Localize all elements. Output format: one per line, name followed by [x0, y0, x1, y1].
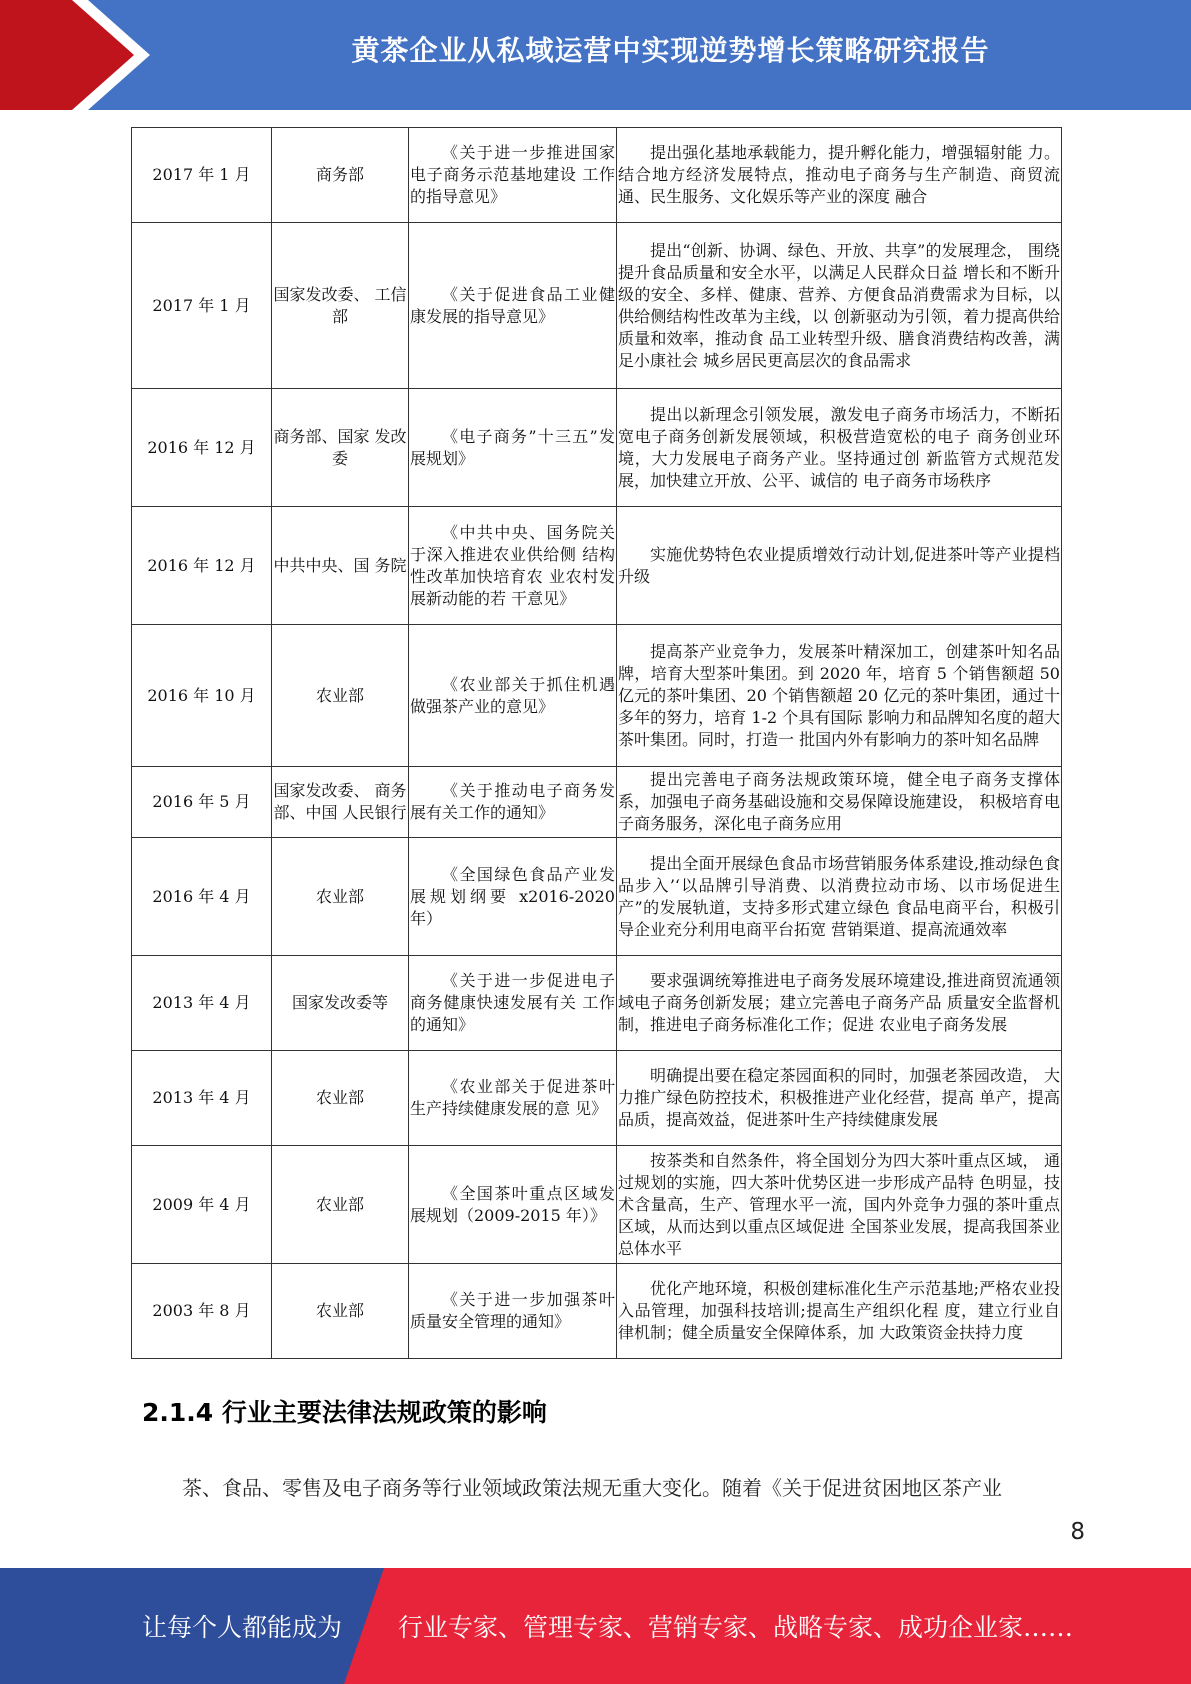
- date-cell: 2017 年 1 月: [132, 223, 272, 389]
- date-cell: 2016 年 12 月: [132, 507, 272, 625]
- department-cell: 国家发改委等: [272, 956, 409, 1051]
- footer-slogan-left: 让每个人都能成为: [142, 1613, 343, 1642]
- table-row: [132, 1264, 1062, 1359]
- body-paragraph: 茶、食品、零售及电子商务等行业领域政策法规无重大变化。随着《关于促进贫困地区茶产业: [182, 1476, 1002, 1500]
- date-cell: 2003 年 8 月: [132, 1264, 272, 1359]
- document-cell: 《关于进一步推进国家 电子商务示范基地建设 工作的指导意见》: [409, 128, 617, 223]
- header-red-chevron: [0, 0, 150, 110]
- table-row: [132, 767, 1062, 838]
- date-cell: 2016 年 12 月: [132, 389, 272, 507]
- table-row: [132, 625, 1062, 767]
- table-row: [132, 507, 1062, 625]
- table-row: [132, 389, 1062, 507]
- footer-slogan-right: 行业专家、管理专家、营销专家、战略专家、成功企业家……: [398, 1613, 1074, 1642]
- date-cell: 2016 年 5 月: [132, 767, 272, 838]
- date-cell: 2009 年 4 月: [132, 1146, 272, 1264]
- department-cell: 农业部: [272, 838, 409, 956]
- date-cell: 2013 年 4 月: [132, 1051, 272, 1146]
- document-cell: 《农业部关于促进茶叶 生产持续健康发展的意 见》: [409, 1051, 617, 1146]
- department-cell: 国家发改委、 工信部: [272, 223, 409, 389]
- content-cell: 优化产地环境，积极创建标准化生产示范基地;严格农业投入品管理，加强科技培训;提高生产组织化程 度，建立行业自律机制；健全质量安全保障体系，加 大政策资金扶持力度: [617, 1264, 1062, 1359]
- content-cell: 要求强调统筹推进电子商务发展环境建设,推进商贸流通领域电子商务创新发展；建立完善电子商务产品 质量安全监督机制，推进电子商务标准化工作；促进 农业电子商务发展: [617, 956, 1062, 1051]
- table-row: [132, 838, 1062, 956]
- content-cell: 提出以新理念引领发展，激发电子商务市场活力，不断拓宽电子商务创新发展领域，积极营造宽松的电子 商务创业环境，大力发展电子商务产业。坚持通过创 新监管方式规范发展，加快建立开放、公平、诚信的 电子商务市场秩序: [617, 389, 1062, 507]
- date-cell: 2016 年 10 月: [132, 625, 272, 767]
- content-cell: 提出全面开展绿色食品市场营销服务体系建设,推动绿色食品步入’‘以品牌引导消费、以消费拉动市场、以市场促进生产”的发展轨道，支持多形式建立绿色 食品电商平台，积极引导企业充分利用电商平台拓宽 营销渠道、提高流通效率: [617, 838, 1062, 956]
- table-row: [132, 1146, 1062, 1264]
- department-cell: 农业部: [272, 1146, 409, 1264]
- date-cell: 2016 年 4 月: [132, 838, 272, 956]
- content-cell: 提出“创新、协调、绿色、开放、共享”的发展理念， 围绕提升食品质量和安全水平，以满足人民群众日益 增长和不断升级的安全、多样、健康、营养、方便食品消费需求为目标，以供给侧结构性改革为主线，以 创新驱动为引领，着力提高供给质量和效率，推动食 品工业转型升级、膳食消费结构改善，满足小康社会 城乡居民更高层次的食品需求: [617, 223, 1062, 389]
- table-row: [132, 956, 1062, 1051]
- department-cell: 商务部、国家 发改委: [272, 389, 409, 507]
- content-cell: 提出强化基地承载能力，提升孵化能力，增强辐射能 力。结合地方经济发展特点，推动电子商务与生产制造、商贸流通、民生服务、文化娱乐等产业的深度 融合: [617, 128, 1062, 223]
- section-heading: 2.1.4 行业主要法律法规政策的影响: [142, 1398, 547, 1427]
- content-cell: 按茶类和自然条件，将全国划分为四大茶叶重点区域， 通过规划的实施，四大茶叶优势区进一步形成产品特 色明显，技术含量高，生产、管理水平一流，国内外竞争力强的茶叶重点区域，从而达到以重点区域促进 全国茶业发展，提高我国茶业总体水平: [617, 1146, 1062, 1264]
- document-cell: 《电子商务”十三五”发展规划》: [409, 389, 617, 507]
- footer-banner: [0, 1568, 1191, 1684]
- report-title: 黄茶企业从私域运营中实现逆势增长策略研究报告: [351, 34, 990, 67]
- document-cell: 《关于推动电子商务发 展有关工作的通知》: [409, 767, 617, 838]
- department-cell: 农业部: [272, 1051, 409, 1146]
- department-cell: 农业部: [272, 1264, 409, 1359]
- page-number: 8: [1070, 1519, 1085, 1545]
- document-cell: 《中共中央、国务院关 于深入推进农业供给侧 结构性改革加快培育农 业农村发展新动能的若 干意见》: [409, 507, 617, 625]
- table-row: [132, 128, 1062, 223]
- department-cell: 国家发改委、 商务部、中国 人民银行: [272, 767, 409, 838]
- document-cell: 《全国绿色食品产业发 展规划纲要 x2016-2020 年）: [409, 838, 617, 956]
- document-cell: 《关于进一步加强茶叶 质量安全管理的通知》: [409, 1264, 617, 1359]
- date-cell: 2013 年 4 月: [132, 956, 272, 1051]
- document-cell: 《农业部关于抓住机遇 做强茶产业的意见》: [409, 625, 617, 767]
- table-row: [132, 1051, 1062, 1146]
- document-cell: 《关于促进食品工业健 康发展的指导意见》: [409, 223, 617, 389]
- content-cell: 提出完善电子商务法规政策环境，健全电子商务支撑体系，加强电子商务基础设施和交易保障设施建设， 积极培育电子商务服务，深化电子商务应用: [617, 767, 1062, 838]
- department-cell: 农业部: [272, 625, 409, 767]
- table-row: [132, 223, 1062, 389]
- date-cell: 2017 年 1 月: [132, 128, 272, 223]
- department-cell: 商务部: [272, 128, 409, 223]
- content-cell: 提高茶产业竞争力，发展茶叶精深加工，创建茶叶知名品牌，培育大型茶叶集团。到 2020 年，培育 5 个销售额超 50 亿元的茶叶集团、20 个销售额超 20 亿元的茶叶集团，通过十多年的努力，培育 1-2 个具有国际 影响力和品牌知名度的超大茶叶集团。同时，打造一 批国内外有影响力的茶叶知名品牌: [617, 625, 1062, 767]
- content-cell: 实施优势特色农业提质增效行动计划,促进茶叶等产业提档升级: [617, 507, 1062, 625]
- content-cell: 明确提出要在稳定茶园面积的同时，加强老茶园改造， 大力推广绿色防控技术，积极推进产业化经营，提高 单产，提高品质，提高效益，促进茶叶生产持续健康发展: [617, 1051, 1062, 1146]
- policy-table: [131, 127, 1062, 1359]
- header-banner: [0, 0, 1191, 110]
- document-cell: 《关于进一步促进电子 商务健康快速发展有关 工作的通知》: [409, 956, 617, 1051]
- document-cell: 《全国茶叶重点区域发 展规划（2009-2015 年）》: [409, 1146, 617, 1264]
- department-cell: 中共中央、国 务院: [272, 507, 409, 625]
